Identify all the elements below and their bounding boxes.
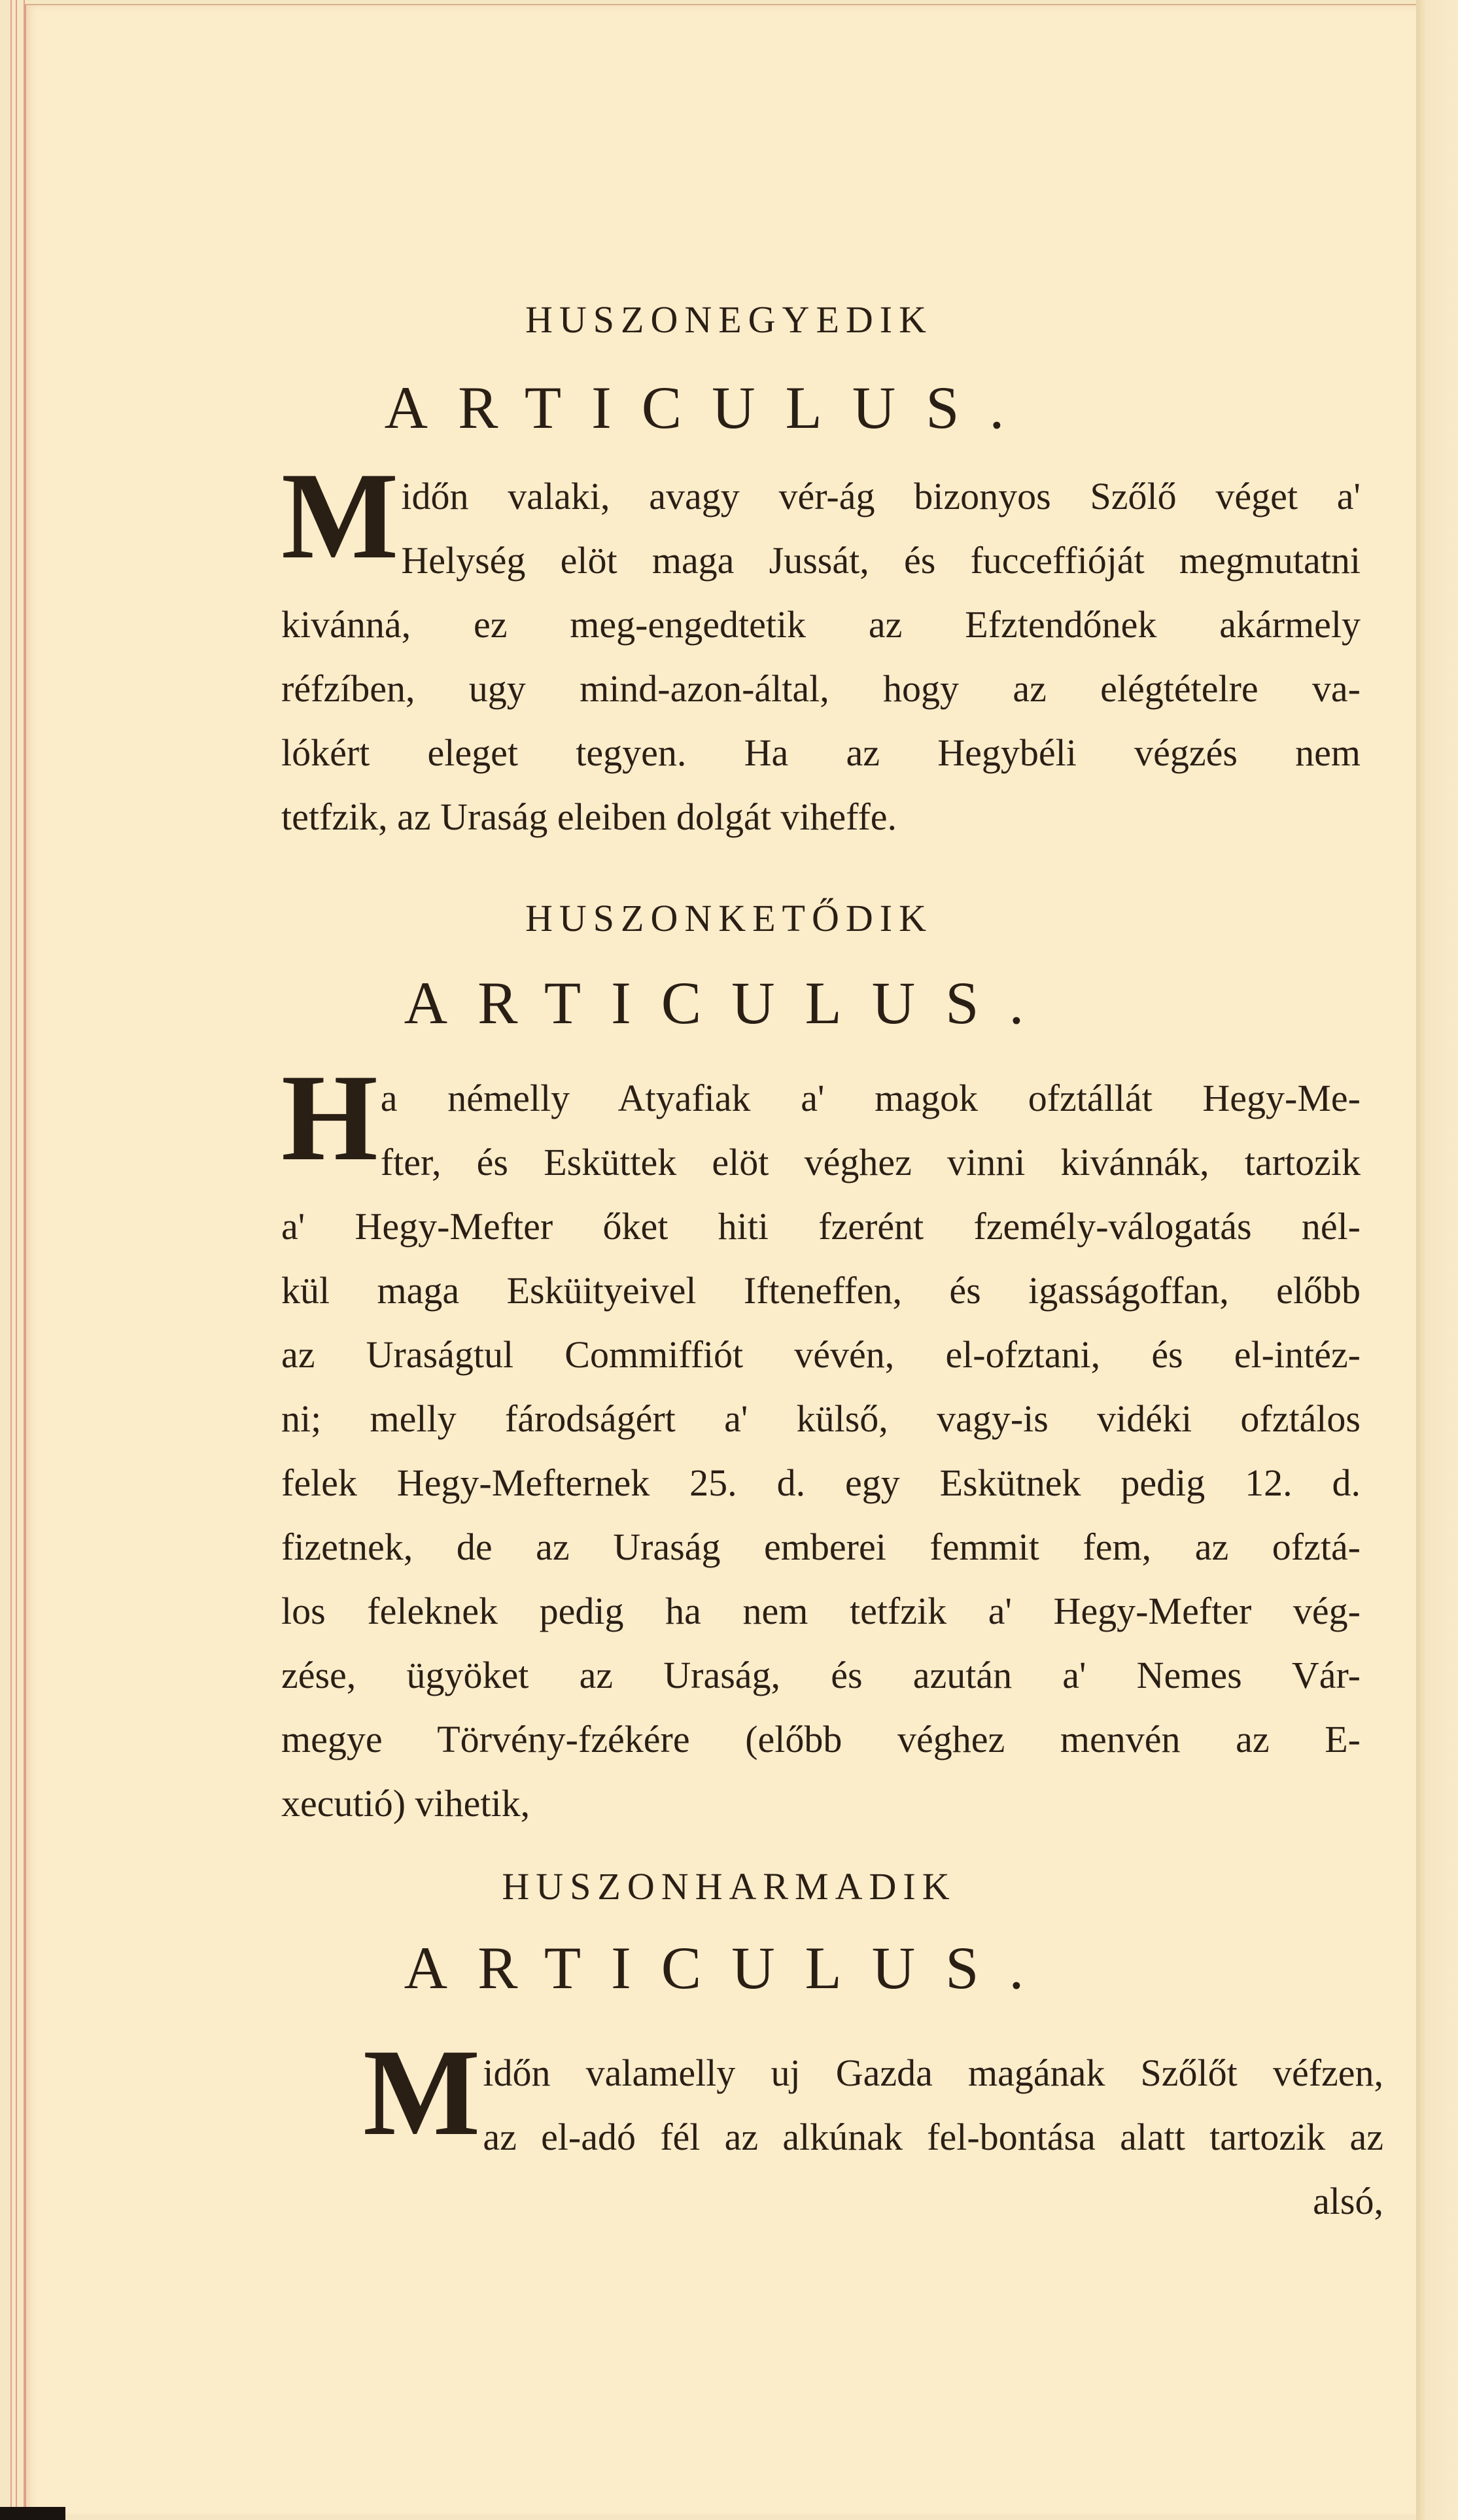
text-line: időn valamelly uj Gazda magának Szőlőt véfzen,	[483, 2052, 1383, 2094]
section-heading	[0, 1933, 1458, 2003]
text-line: zése, ügyöket az Uraság, és azután a' Nemes Vár-	[281, 1654, 1361, 1696]
section-heading	[0, 968, 1458, 1038]
text-line: megye Törvény-fzékére (előbb véghez menvén az E-	[281, 1718, 1361, 1760]
text-line: ni; melly fárodságért a' külső, vagy-is vidéki ofztálos	[281, 1397, 1361, 1440]
scan-background	[0, 2507, 65, 2520]
article-title: ARTICULUS.	[404, 970, 1054, 1036]
text-line: los feleknek pedig ha nem tetfzik a' Hegy-Mefter vég-	[281, 1590, 1361, 1632]
drop-cap: M	[281, 447, 399, 585]
article-title: ARTICULUS.	[404, 1934, 1054, 2001]
text-line: kivánná, ez meg-engedtetik az Efztendőnek akármely	[281, 603, 1361, 646]
section-heading	[0, 1864, 1458, 1908]
text-line: időn valaki, avagy vér-ág bizonyos Szőlő véget a'	[401, 475, 1361, 517]
text-line: Helység elöt maga Jussát, és fucceffióját megmutatni	[401, 539, 1361, 582]
text-line: lókért eleget tegyen. Ha az Hegybéli végzés nem	[281, 731, 1361, 774]
section-heading	[0, 298, 1458, 341]
drop-cap: M	[363, 2024, 481, 2161]
section-heading	[0, 896, 1458, 940]
article-ordinal: HUSZONKETŐDIK	[525, 897, 933, 939]
article-title: ARTICULUS.	[384, 374, 1035, 441]
text-line: fizetnek, de az Uraság emberei femmit fem, az ofztá-	[281, 1526, 1361, 1568]
text-line: felek Hegy-Mefternek 25. d. egy Eskütnek pedig 12. d.	[281, 1461, 1361, 1504]
text-line: a' Hegy-Mefter őket hiti fzerént fzemély-válogatás nél-	[281, 1205, 1361, 1248]
text-line: réfzíben, ugy mind-azon-által, hogy az elégtételre va-	[281, 667, 1361, 710]
text-line: fter, és Esküttek elöt véghez vinni kivánnák, tartozik	[380, 1141, 1361, 1183]
text-line: kül maga Esküityeivel Ifteneffen, és igasságoffan, előbb	[281, 1269, 1361, 1312]
drop-cap: H	[281, 1049, 378, 1187]
article-paragraph	[281, 1049, 1361, 1836]
article-paragraph	[281, 447, 1361, 849]
text-line: az Uraságtul Commiffiót vévén, el-ofztani, és el-intéz-	[281, 1333, 1361, 1376]
section-heading	[0, 373, 1438, 442]
catchword: alsó,	[1313, 2180, 1383, 2222]
text-line: a némelly Atyafiak a' magok ofztállát Hegy-Me-	[380, 1077, 1361, 1119]
text-line: xecutió) vihetik,	[281, 1782, 530, 1825]
article-paragraph	[363, 2024, 1458, 2233]
article-ordinal: HUSZONHARMADIK	[502, 1865, 956, 1908]
article-ordinal: HUSZONEGYEDIK	[525, 298, 933, 341]
text-line: az el-adó fél az alkúnak fel-bontása alatt tartozik az	[483, 2116, 1383, 2158]
text-line: tetfzik, az Uraság eleiben dolgát viheffe.	[281, 796, 897, 838]
